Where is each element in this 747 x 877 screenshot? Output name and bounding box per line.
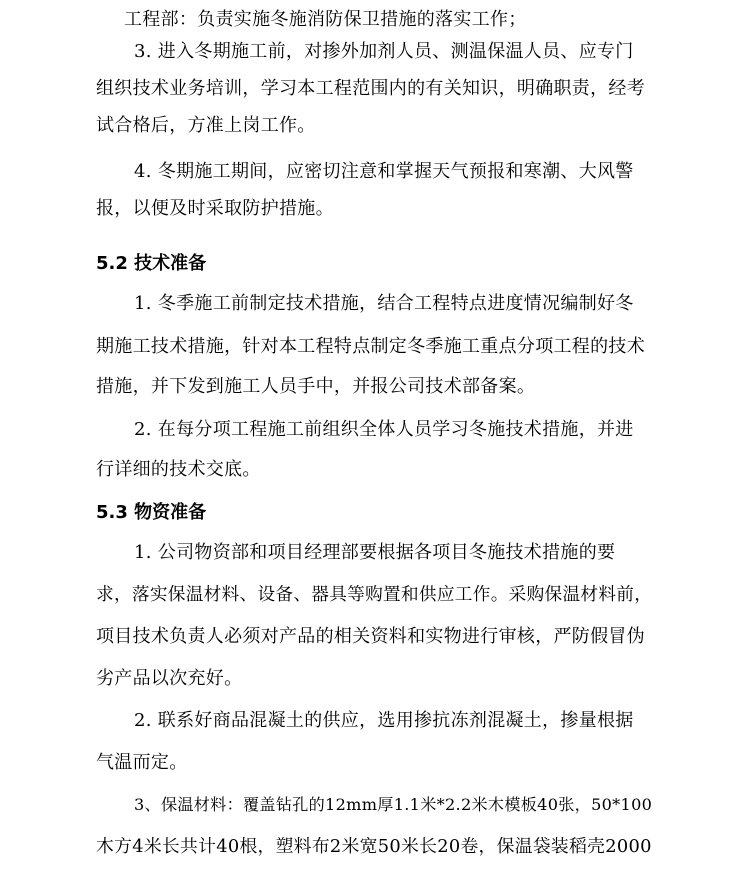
paragraph-line: 措施，并下发到施工人员手中，并报公司技术部备案。 bbox=[96, 376, 536, 397]
paragraph-line: 2. 在每分项工程施工前组织全体人员学习冬施技术措施，并进 bbox=[134, 419, 634, 440]
paragraph-line: 3、保温材料：覆盖钻孔的12mm厚1.1米*2.2米木模板40张，50*100 bbox=[134, 795, 653, 814]
paragraph-line: 木方4米长共计40根，塑料布2米宽50米长20卷，保温袋装稻壳2000 bbox=[96, 836, 652, 857]
paragraph-line: 2. 联系好商品混凝土的供应，选用掺抗冻剂混凝土，掺量根据 bbox=[134, 710, 634, 731]
paragraph-line: 行详细的技术交底。 bbox=[96, 459, 261, 480]
paragraph-line: 3. 进入冬期施工前，对掺外加剂人员、测温保温人员、应专门 bbox=[134, 41, 634, 62]
paragraph-line: 4. 冬期施工期间，应密切注意和掌握天气预报和寒潮、大风警 bbox=[134, 161, 634, 182]
paragraph-line: 1. 冬季施工前制定技术措施，结合工程特点进度情况编制好冬 bbox=[134, 293, 634, 314]
paragraph-line: 1. 公司物资部和项目经理部要根据各项目冬施技术措施的要 bbox=[134, 542, 616, 563]
paragraph-line: 组织技术业务培训，学习本工程范围内的有关知识，明确职责，经考 bbox=[96, 78, 645, 99]
paragraph-line: 劣产品以次充好。 bbox=[96, 668, 243, 689]
paragraph-line: 气温而定。 bbox=[96, 752, 188, 773]
paragraph-line: 报，以便及时采取防护措施。 bbox=[96, 198, 334, 219]
section-heading-5-2: 5.2 技术准备 bbox=[96, 253, 207, 274]
paragraph-line: 试合格后，方准上岗工作。 bbox=[96, 115, 316, 136]
paragraph-line: 项目技术负责人必须对产品的相关资料和实物进行审核，严防假冒伪 bbox=[96, 626, 645, 647]
section-heading-5-3: 5.3 物资准备 bbox=[96, 502, 207, 523]
paragraph-line: 期施工技术措施，针对本工程特点制定冬季施工重点分项工程的技术 bbox=[96, 336, 645, 357]
paragraph-line: 工程部：负责实施冬施消防保卫措施的落实工作； bbox=[124, 9, 527, 30]
paragraph-line: 求，落实保温材料、设备、器具等购置和供应工作。采购保温材料前， bbox=[96, 585, 653, 605]
